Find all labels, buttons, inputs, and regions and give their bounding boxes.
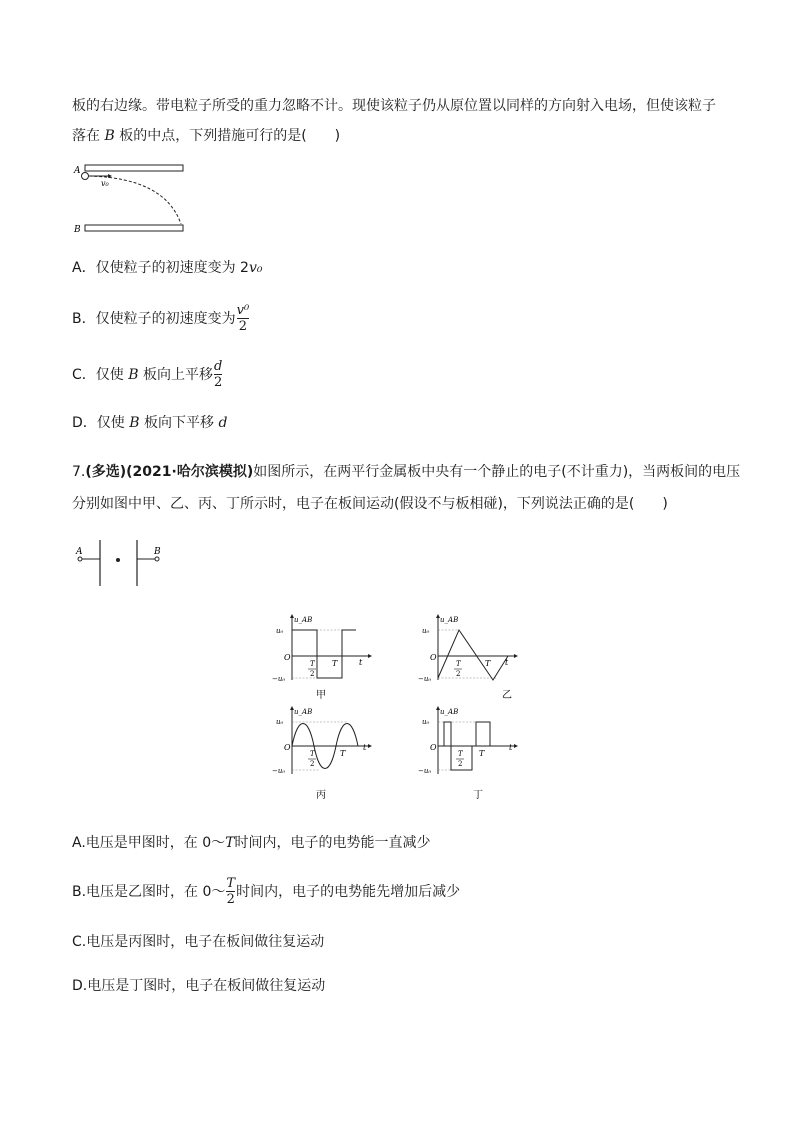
electron-dot (116, 558, 120, 562)
terminal-b (155, 557, 159, 561)
q7-option-b-post: 时间内，电子的电势能先增加后减少 (236, 884, 461, 900)
graph-bing-half-den: 2 (310, 760, 315, 768)
graph-jia-negu0: −u₀ (272, 675, 286, 683)
q6-option-b-text: B．仅使粒子的初速度变为 (72, 311, 236, 327)
q6-option-c-post: 板向上平移 (138, 367, 213, 383)
q7-option-d: D.电压是丁图时，电子在板间做往复运动 (72, 978, 326, 994)
fig2-label-b: B (154, 547, 161, 557)
terminal-a (78, 557, 82, 561)
q7-option-a-var: T (225, 835, 235, 851)
graph-yi-wave (438, 630, 508, 680)
graph-yi-T: T (485, 659, 491, 668)
q7-option-b-den: 2 (226, 892, 235, 907)
q7-option-c: C.电压是丙图时，电子在板间做往复运动 (72, 934, 325, 950)
graph-bing-half-num: T (310, 750, 315, 758)
q6-option-c-den: 2 (214, 375, 223, 390)
graph-jia-half-den: 2 (310, 670, 315, 678)
q6-option-c-fraction (214, 360, 222, 390)
q6-option-b-den: 2 (237, 318, 250, 334)
intro-var-b: B (104, 128, 115, 144)
graph-jia-T: T (332, 659, 338, 668)
q7-option-a-post: 时间内，电子的电势能一直减少 (234, 835, 431, 851)
q6-option-d-var2: d (218, 415, 228, 431)
q6-option-a-text: A．仅使粒子的初速度变为 2 (72, 260, 249, 276)
q7-option-b-pre: B.电压是乙图时，在 0～ (72, 884, 226, 900)
graph-bing-t: t (363, 743, 367, 752)
intro-line-2 (72, 126, 340, 146)
q7-option-b-num: T (226, 876, 236, 891)
graph-jia (270, 612, 380, 707)
q7-option-a (72, 833, 430, 853)
plates-figure (70, 538, 170, 588)
graph-ding-t: t (509, 743, 513, 752)
graph-ding (416, 706, 526, 806)
q6-option-c-var: B (128, 367, 139, 383)
plate-a (85, 165, 183, 171)
graph-bing-origin: O (284, 743, 291, 752)
caption-ding: 丁 (473, 790, 483, 801)
q6-option-a-var: v₀ (248, 260, 263, 276)
q6-option-c-pre: C．仅使 (72, 367, 129, 383)
graph-bing-u0: u₀ (276, 718, 284, 726)
graph-jia-half-num: T (310, 660, 315, 668)
intro-line-2-pre: 落在 (72, 128, 105, 144)
q6-option-d (72, 413, 227, 433)
q7-tag: (多选)(2021·哈尔滨模拟) (85, 464, 254, 480)
graph-jia-wave (292, 630, 356, 678)
graph-yi-half-den: 2 (456, 670, 461, 678)
graph-yi-u0: u₀ (422, 627, 430, 635)
graph-ding-half-den: 2 (458, 760, 463, 768)
deflection-figure (70, 160, 200, 240)
graph-jia-u0: u₀ (276, 627, 284, 635)
graph-ding-T: T (479, 749, 485, 758)
q6-option-c (72, 358, 223, 392)
caption-jia: 甲 (316, 690, 326, 701)
q6-option-d-var: B (129, 415, 140, 431)
q7-option-a-pre: A.电压是甲图时，在 0～ (72, 835, 226, 851)
caption-bing: 丙 (316, 790, 326, 801)
q7-line-1-rest: 如图所示，在两平行金属板中央有一个静止的电子(不计重力)，当两板间的电压 (253, 464, 741, 480)
graph-yi-t: t (505, 658, 509, 667)
particle (82, 173, 89, 180)
label-v0: v₀ (101, 179, 109, 188)
label-b: B (74, 225, 81, 235)
q6-option-c-num: d (213, 359, 223, 374)
q6-option-d-post: 板向下平移 (139, 415, 219, 431)
q7-number: 7. (72, 464, 86, 480)
label-a: A (74, 166, 81, 176)
graph-yi-origin: O (430, 653, 437, 662)
q6-option-d-pre: D．仅使 (72, 415, 130, 431)
graph-ding-origin: O (430, 743, 437, 752)
graph-ding-negu0: −u₀ (418, 767, 432, 775)
plate-b (85, 225, 183, 231)
graph-ding-ylabel: u_AB (440, 708, 459, 716)
graph-ding-wave-2 (476, 722, 490, 746)
q6-option-b-num: v⁰ (236, 303, 250, 318)
graph-ding-u0: u₀ (422, 718, 430, 726)
graph-jia-origin: O (284, 653, 291, 662)
q7-line-1 (72, 462, 740, 482)
intro-line-1: 板的右边缘。带电粒子所受的重力忽略不计。现使该粒子仍从原位置以同样的方向射入电场，但使该粒子 (72, 98, 716, 114)
fig2-label-a: A (76, 547, 83, 557)
graph-bing (270, 706, 380, 806)
q7-option-b (72, 875, 460, 909)
graph-yi-half-num: T (456, 660, 461, 668)
graph-yi-negu0: −u₀ (418, 675, 432, 683)
graph-bing-negu0: −u₀ (272, 767, 286, 775)
graph-bing-ylabel: u_AB (294, 708, 313, 716)
graph-jia-ylabel: u_AB (294, 616, 313, 624)
graph-ding-half-num: T (458, 750, 463, 758)
intro-line-2-post: 板的中点，下列措施可行的是( ) (114, 128, 341, 144)
q7-option-b-fraction (226, 877, 235, 907)
q6-option-b-fraction (237, 304, 250, 334)
graph-jia-t: t (359, 658, 363, 667)
graph-bing-T: T (340, 749, 346, 758)
q7-line-2: 分别如图中甲、乙、丙、丁所示时，电子在板间运动(假设不与板相碰)，下列说法正确的是( ) (72, 496, 668, 512)
q6-option-b (72, 302, 250, 336)
q6-option-a (72, 258, 262, 278)
graph-yi-ylabel: u_AB (440, 616, 459, 624)
caption-yi: 乙 (502, 690, 512, 701)
graph-yi (416, 612, 526, 707)
